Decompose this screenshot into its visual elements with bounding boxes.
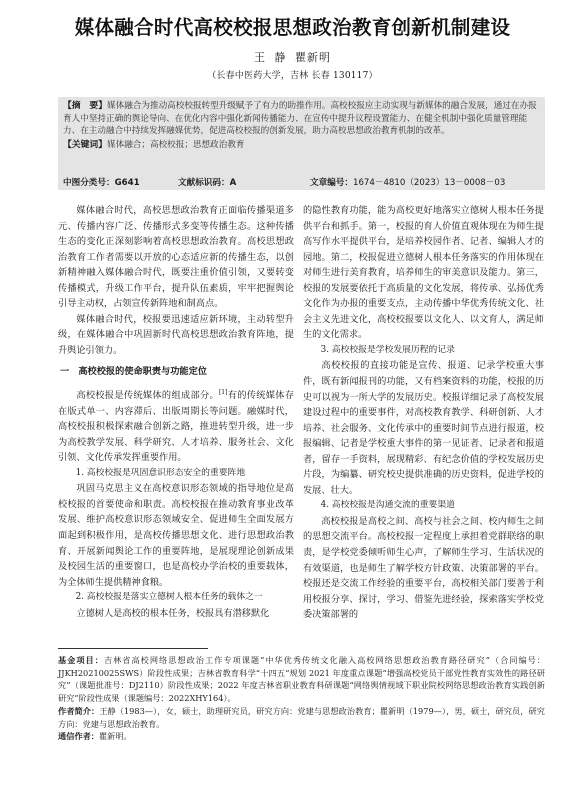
keywords-text: 媒体融合；高校校报；思想政治教育 bbox=[107, 139, 245, 150]
left-column bbox=[58, 203, 294, 621]
contact-note: 通信作者：瞿新明。 bbox=[58, 731, 132, 742]
footnotes bbox=[58, 654, 545, 743]
article-number: 文章编号： 1674－4810（2023）13－0008－03 bbox=[310, 178, 506, 188]
author-bio-note: 作者简介：王静（1983—），女，硕士，助理研究员，研究方向：党建与思想政治教育；瞿新明（1979—），男，硕士，研究员，研究方向：党建与思想政治教育。 bbox=[58, 705, 545, 729]
subsection-heading: 1. 高校校报是巩固意识形态安全的重要阵地 bbox=[75, 467, 246, 478]
subsection-heading: 2. 高校校报是落实立德树人根本任务的载体之一 bbox=[75, 592, 263, 603]
body-paragraph: 高校校报是高校之间、高校与社会之间、校内师生之间的思想交流平台。高校校报一定程度上承担着党群联络的职责，是学校党委倾听师生心声，了解师生学习、生活状况的有效渠道，也是师生了解学校方针政策、决策部署的平台。校报还是交流工作经验的重要平台，高校相关部门要善于利用校报分享、探讨，学习、借鉴先进经验，探索落实学校党委决策部署的 bbox=[303, 515, 544, 621]
abstract-paragraph bbox=[63, 100, 540, 138]
classification-row bbox=[63, 176, 543, 190]
body-paragraph: 媒体融合时代，高校思想政治教育正面临传播渠道多元、传播内容广泛、传播形式多变等传播生态。这种传播生态的变化正深刻影响着高校思想政治教育。高校思想政治教育工作者需要以开放的心态适应新的传播生态，以创新精神融入媒体融合时代，既要注重价值引领，又要转变传播模式，升级工作平台，提升队伍素质，牢牢把握舆论引导主动权，占领宣传新阵地和制高点。 bbox=[58, 205, 294, 310]
body-paragraph: 媒体融合时代，校报要迅速适应新环境，主动转型升级，在媒体融合中巩固新时代高校思想政治教育阵地，提升舆论引领力。 bbox=[58, 313, 294, 356]
body-paragraph: 立德树人是高校的根本任务，校报具有潜移默化 bbox=[76, 607, 270, 619]
footnote-divider bbox=[58, 648, 208, 649]
body-paragraph: 巩固马克思主义在高校意识形态领域的指导地位是高校校报的首要使命和职责。高校校报在推动教育事业改革发展、维护高校意识形态领域安全、促进师生全面发展方面起到积极作用，是高校传播思想文化、进行思想政治教育、开展新闻舆论工作的重要阵地，是展现理论创新成果及校园生活的重要窗口，也是高校办学治校的重要载体，为全体师生提供精神食粮。 bbox=[58, 483, 294, 588]
clc-number: 中图分类号：G641 bbox=[63, 178, 140, 188]
body-paragraph: 高校校报的直接功能是宣传、报道、记录学校重大事件，既有新闻报刊的功能，又有档案资料的功能，校报的历史可以视为一所大学的发展历史。校报详细记录了高校发展建设过程中的重要事件，对高校教育教学、科研创新、人才培养、社会服务、文化传承中的重要时间节点进行报道，校报编辑、记者是学校重大事件的第一见证者、记录者和报道者，留存一手资料，展现精彩、有纪念价值的学校发展历史片段，为编纂、研究校史提供准确的历史资料，促进学校的发展、壮大。 bbox=[303, 360, 544, 496]
keywords-row bbox=[63, 139, 540, 152]
section-heading: 一 高校校报的使命职责与功能定位 bbox=[60, 366, 207, 378]
citation-ref: [1] bbox=[218, 389, 228, 397]
fund-note: 基金项目：吉林省高校网络思想政治工作专项课题“中华优秀传统文化融入高校网络思想政治教育路径研究”（合同编号：JJKH20210025SWS）阶段性成果；吉林省教育科学“十四五”规划 2021 年度重点课题“增强高校党员干部党性教育实效性的路径研究”（课题批准号：DJ2110）阶段性成果；2022 年度吉林省职业教育科研课题“网络舆情视域下职业院校网络思想政治教育实践创新研究”阶段性成果（课题编号：2022XHY164）。 bbox=[58, 655, 545, 704]
body-paragraph: 高校校报是传统媒体的组成部分。[1]有的传统媒体存在版式单一、内容滞后、出版周期长等问题。融媒时代，高校校报积极探索融合创新之路，推进转型升级，进一步为高校教学发展、科学研究、人才培养、服务社会、文化引领、文化传承发挥重要作用。 bbox=[58, 389, 295, 464]
body-paragraph: 的隐性教育功能，能为高校更好地落实立德树人根本任务提供平台和抓手。第一，校报的育人价值直观体现在为师生提高写作水平提供平台，是培养校园作者、记者、编辑人才的园地。第二，校报促进立德树人根本任务落实的作用体现在对师生进行美育教育，培养师生的审美意识及能力。第三，校报的发展要依托于高质量的文化发展，将传承、弘扬优秀文化作为办报的重要支点，主动传播中华优秀传统文化、社会主义先进文化，高校校报要以文化人、以文育人，满足师生的文化需求。 bbox=[303, 205, 544, 341]
article-authors: 王 静 瞿新明 bbox=[254, 51, 331, 64]
subsection-heading: 3. 高校校报是学校发展历程的记录 bbox=[320, 344, 455, 355]
subsection-heading: 4. 高校校报是沟通交流的重要渠道 bbox=[320, 500, 455, 511]
author-affiliation: （长春中医药大学，吉林 长春 130117） bbox=[207, 71, 378, 81]
abstract-text: 媒体融合为推动高校校报转型升级赋予了有力的助推作用。高校校报应主动实现与新媒体的融合发展，通过在办报育人中坚持正确的舆论导向、在优化内容中强化新闻传播能力、在宣传中提升议程设置能力、在健全机制中强化质量管理能力、在主动融合中持续发挥融媒优势，促进高校校报的创新发展，助力高校思想政治教育机制的改革。 bbox=[63, 101, 537, 137]
document-code: 文献标识码：A bbox=[178, 178, 237, 188]
article-title: 媒体融合时代高校校报思想政治教育创新机制建设 bbox=[74, 16, 511, 39]
abstract-label: 【摘 要】 bbox=[63, 101, 107, 111]
right-column bbox=[303, 203, 544, 623]
keywords-label: 【关键词】 bbox=[63, 139, 107, 150]
